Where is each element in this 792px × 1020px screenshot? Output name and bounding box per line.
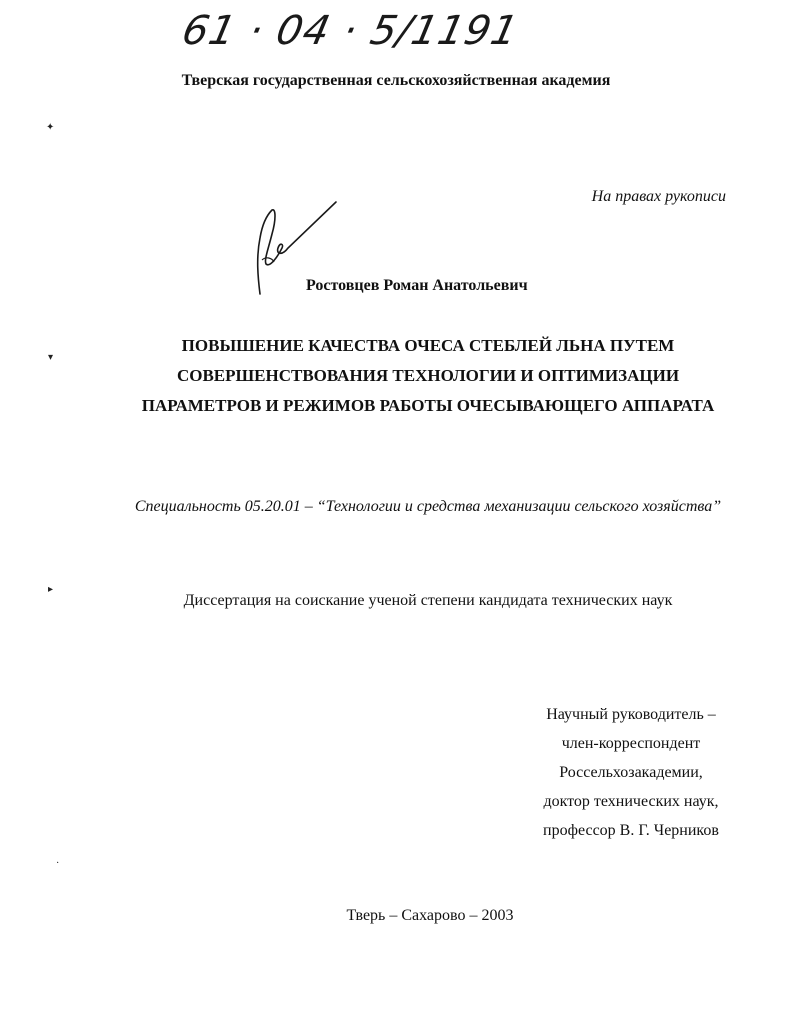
dissertation-degree-line: Диссертация на соискание ученой степени кандидата технических наук bbox=[183, 592, 673, 609]
specialty: Специальность 05.20.01 – “Технологии и средства механизации сельского хозяйства” bbox=[134, 498, 722, 515]
dissertation-title: ПОВЫШЕНИЕ КАЧЕСТВА ОЧЕСА СТЕБЛЕЙ ЛЬНА ПУТЕМ СОВЕРШЕНСТВОВАНИЯ ТЕХНОЛОГИИ И ОПТИМИЗАЦИИ ПАРАМЕТРОВ И РЕЖИМОВ РАБОТЫ ОЧЕСЫВАЮЩЕГО АППАРАТА bbox=[141, 336, 715, 415]
margin-mark: ▸ bbox=[48, 584, 54, 595]
margin-mark: ▾ bbox=[48, 352, 54, 363]
supervisor-line: профессор В. Г. Черников bbox=[543, 822, 719, 839]
handwritten-registration-code: 61 · 04 · 5/1191 bbox=[178, 8, 523, 54]
supervisor-line: Научный руководитель – bbox=[546, 706, 716, 723]
supervisor-line: член-корреспондент bbox=[561, 735, 701, 752]
supervisor-block bbox=[490, 700, 772, 845]
author-name: Ростовцев Роман Анатольевич bbox=[306, 277, 528, 294]
rights-notice: На правах рукописи bbox=[591, 188, 726, 205]
margin-mark: ✦ bbox=[46, 122, 55, 133]
place-and-year: Тверь – Сахарово – 2003 bbox=[346, 907, 514, 924]
supervisor-line: Россельхозакадемии, bbox=[559, 764, 703, 781]
institution-name: Тверская государственная сельскохозяйственная академия bbox=[181, 72, 611, 89]
margin-mark: · bbox=[56, 858, 60, 869]
supervisor-line: доктор технических наук, bbox=[543, 793, 719, 810]
